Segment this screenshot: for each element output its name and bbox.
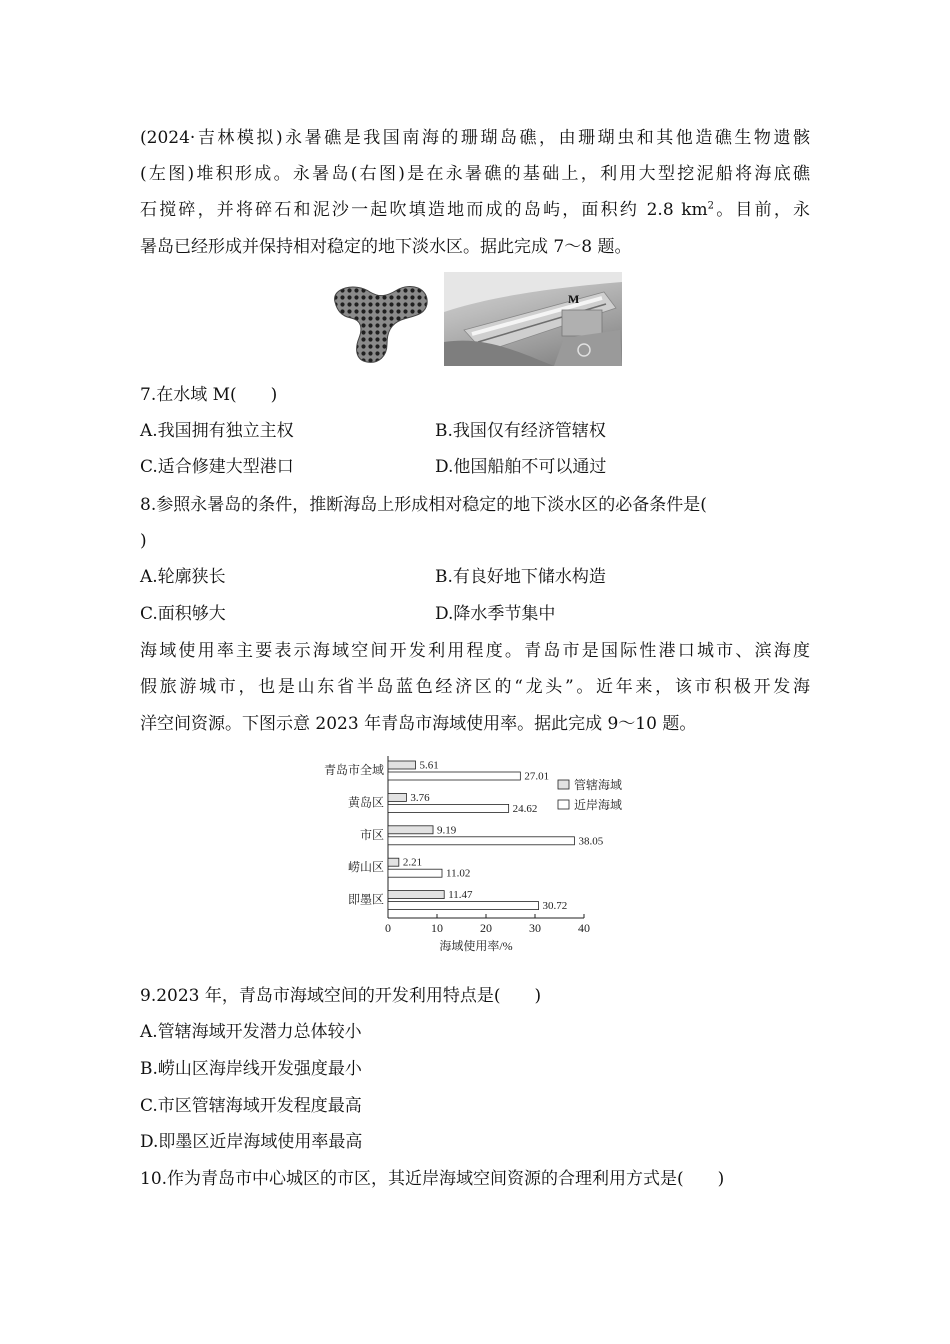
x-axis-title: 海域使用率/% — [439, 939, 513, 953]
value-label: 2.21 — [402, 856, 423, 869]
value-label: 38.05 — [578, 835, 604, 848]
bar-jurisdiction — [388, 891, 444, 899]
question-8-stem-line-1: 8.参照永暑岛的条件，推断海岛上形成相对稳定的地下淡水区的必备条件是( — [140, 495, 707, 515]
value-label: 9.19 — [437, 824, 457, 837]
question-7-stem: 7.在水域 M( ) — [140, 385, 278, 405]
passage1-line-2: (左图)堆积形成。永暑岛(右图)是在永暑礁的基础上，利用大型挖泥船将海底礁 — [140, 164, 810, 184]
question-7-option-c: C.适合修建大型港口 — [140, 457, 294, 477]
bar-jurisdiction — [388, 793, 406, 801]
value-label: 30.72 — [542, 900, 568, 913]
area-unit-superscript: 2 — [707, 200, 715, 212]
legend-swatch — [558, 800, 569, 809]
question-8-option-d: D.降水季节集中 — [435, 604, 556, 624]
value-label: 5.61 — [419, 759, 439, 772]
question-9-option-b: B.崂山区海岸线开发强度最小 — [140, 1059, 362, 1079]
coral-skeleton-image — [325, 280, 435, 366]
sea-use-rate-chart — [300, 752, 645, 958]
question-10-stem: 10.作为青岛市中心城区的市区，其近岸海域空间资源的合理利用方式是( ) — [140, 1169, 725, 1189]
question-9-option-c: C.市区管辖海域开发程度最高 — [140, 1096, 362, 1116]
bar-nearshore — [388, 902, 539, 910]
passage2-line-2: 假旅游城市，也是山东省半岛蓝色经济区的“龙头”。近年来，该市积极开发海 — [140, 677, 810, 697]
bar-nearshore — [388, 772, 520, 780]
value-label: 3.76 — [410, 791, 430, 804]
category-label: 青岛市全域 — [323, 763, 384, 777]
category-label: 黄岛区 — [347, 795, 384, 810]
island-aerial-drawing — [444, 272, 622, 366]
passage2-line-3: 洋空间资源。下图示意 2023 年青岛市海域使用率。据此完成 9～10 题。 — [140, 714, 697, 734]
question-9-option-d: D.即墨区近岸海域使用率最高 — [140, 1132, 363, 1152]
x-tick-label: 20 — [480, 921, 492, 935]
value-label: 24.62 — [512, 802, 538, 815]
question-8-option-a: A.轮廓狭长 — [140, 567, 226, 587]
bar-nearshore — [388, 837, 574, 845]
value-label: 27.01 — [524, 770, 550, 783]
bar-nearshore — [388, 804, 509, 812]
passage1-line-4: 暑岛已经形成并保持相对稳定的地下淡水区。据此完成 7～8 题。 — [140, 237, 632, 257]
bar-jurisdiction — [388, 858, 399, 866]
question-8-option-b: B.有良好地下储水构造 — [435, 567, 606, 587]
bar-jurisdiction — [388, 826, 433, 834]
bar-jurisdiction — [388, 761, 415, 769]
value-label: 11.02 — [445, 867, 471, 880]
x-tick-label: 10 — [431, 921, 443, 935]
question-8-stem-line-2: ) — [140, 531, 147, 551]
category-label: 即墨区 — [347, 892, 384, 907]
figure-coral-and-island — [325, 272, 625, 368]
question-8-option-c: C.面积够大 — [140, 604, 226, 624]
legend-label: 近岸海域 — [574, 798, 623, 812]
category-label: 崂山区 — [347, 860, 384, 875]
question-9-stem: 9.2023 年，青岛市海域空间的开发利用特点是( ) — [140, 986, 542, 1006]
passage2-line-1: 海域使用率主要表示海域空间开发利用程度。青岛市是国际性港口城市、滨海度 — [140, 641, 810, 661]
island-aerial-photo — [444, 272, 622, 366]
passage1-line-3 — [140, 199, 810, 221]
x-tick-label: 0 — [385, 921, 391, 935]
legend-label: 管辖海域 — [574, 778, 623, 792]
passage1-line-3-text: 石搅碎，并将碎石和泥沙一起吹填造地而成的岛屿，面积约 2.8 km — [140, 200, 708, 220]
water-area-m-label: M — [568, 292, 580, 306]
question-7-option-b: B.我国仅有经济管辖权 — [435, 421, 606, 441]
category-label: 市区 — [359, 827, 384, 842]
x-tick-label: 40 — [578, 921, 590, 935]
legend-swatch — [558, 780, 569, 789]
bar-nearshore — [388, 869, 442, 877]
passage1-line-1: (2024·吉林模拟)永暑礁是我国南海的珊瑚岛礁，由珊瑚虫和其他造礁生物遗骸 — [140, 128, 810, 148]
sea-use-rate-chart-svg — [300, 752, 645, 958]
x-tick-label: 30 — [529, 921, 541, 935]
question-7-option-a: A.我国拥有独立主权 — [140, 421, 294, 441]
question-9-option-a: A.管辖海域开发潜力总体较小 — [140, 1022, 362, 1042]
passage1-line-3-tail: 。目前，永 — [714, 200, 811, 220]
value-label: 11.47 — [448, 889, 473, 902]
question-7-option-d: D.他国船舶不可以通过 — [435, 457, 607, 477]
